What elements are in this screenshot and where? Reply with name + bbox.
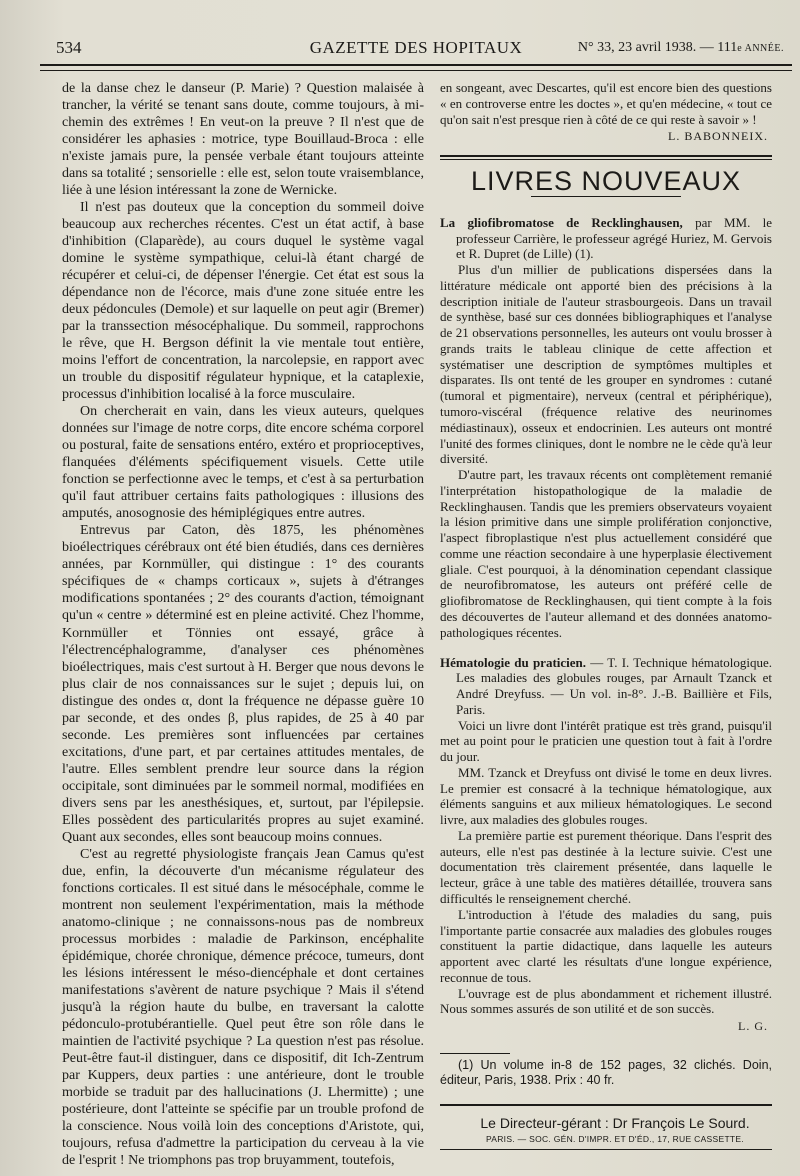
issue-info (578, 40, 784, 56)
article-paragraph: C'est au regretté physiologiste français Jean Camus qu'est due, enfin, la découverte d'un mécanisme régulateur des fonctions corticales. Il est situé dans le mésocéphale, comme le montrent non seulement l'expérimentation, mais la méthode anatomo-clinique ; ne connaissons-nous pas de nombreux processus morbides : maladie de Parkinson, encéphalite épidémique, chorée chronique, démence précoce, tumeurs, dont les lésions intéressent le méso-diencéphale et dont certaines manifestations s'avèrent de nature psychique ? Mais il s'étend jusqu'à la région haute du bulbe, en traversant la calotte pédonculo-protubérantielle. Quel peut être son rôle dans le maintien de l'activité psychique ? La question n'est pas résolue. Peut-être faut-il distinguer, dans ce dispositif, dit Ich-Zentrum par Kuppers, deux parties : une antérieure, dont le trouble morbide se traduit par des hallucinations (J. Lhermitte) ; une postérieure, dont l'atteinte se spécifie par un trouble profond de la conscience. Nous voilà loin des conceptions d'Aristote, qui, toujours, refusa d'admettre la participation du cerveau à la vie de l'esprit ! Ne triomphons pas trop bruyamment, toutefois, (62, 845, 424, 1168)
article-signature: L. BABONNEIX. (668, 129, 768, 144)
review-title: La gliofibromatose de Recklinghausen, (440, 214, 683, 230)
review-paragraph: Plus d'un millier de publications dispersées dans la littérature médicale ont apporté bien des précisions à la description initiale de l'auteur strasbourgeois. Dans un travail de synthèse, basé sur ces données bibliographiques et l'analyse de 21 observations personnelles, les auteurs ont voulu brosser à grands traits le tableau clinique de cette affection et systématiser une description de symptômes multiples et disparates. Ils ont tenté de les grouper en syndromes : cutané (tumoral et pigmentaire), nerveux (central et périphérique), tumoro-viscéral (fréquence relative des neurinomes médiastinaux), osseux et endocrinien. Les auteurs ont montré l'unité des formes cliniques, dont le nombre ne le cède qu'à leur diversité. (440, 262, 772, 467)
left-column (62, 80, 424, 1169)
spacer (440, 641, 772, 655)
review-heading (440, 215, 772, 262)
issue-suffix: e ANNÉE. (737, 43, 784, 54)
right-column (440, 80, 772, 1150)
review-title: Hématologie du praticien. (440, 654, 587, 670)
review-authors: — T. I. Technique hématologique. Les maladies des globules rouges, par Arnault Tzanck et André Dreyfuss. — Un vol. in-8°. J.-B. Baillière et Fils, Paris. (456, 654, 772, 717)
article-paragraph: Il n'est pas douteux que la conception du sommeil doive beaucoup aux recherches récentes. C'est un état actif, à base d'inhibition (Claparède), au cours duquel le système vagal domine le système sympathique, celui-là étant chargé de récupérer et celui-ci, de dépenser l'énergie. Cet état est sous la dépendance non de l'écorce, mais d'une zone située entre les deux pédoncules (Demole) et sur laquelle on peut agir (Bremer) par la transsection mésocéphalique. Du sommeil, rapprochons le rêve, que H. Bergson définit la vie mentale tout entière, moins l'effort de concentration, la narcolepsie, en rapport avec un trouble du dispositif régulateur hypnique, et la cataplexie, processus d'inhibition localisé à la force musculaire. (62, 199, 424, 403)
header-rule (40, 70, 792, 71)
article-paragraph: Entrevus par Caton, dès 1875, les phénomènes bioélectriques cérébraux ont été bien étudiés, dans ces dernières années, par Kornmüller, qui distingue : 1° des courants spécifiques de « champs corticaux », sujets à d'étranges modifications spontanées ; 2° des courants d'action, témoignant qu'un « centre » déterminé est en pleine activité. Chez l'homme, Kornmüller et Tönnies ont essayé, grâce à l'électrencéphalogramme, d'analyser ces phénomènes bioélectriques, mais c'est surtout à H. Berger que nous devons le plus clair de nos connaissances sur le sujet ; depuis lui, on distingue des ondes α, dont la fréquence ne dépasse guère 10 par seconde, et des ondes β, plus rapides, de 25 à 40 par seconde. Les premières sont influencées par certaines excitations, d'une part, et par certaines attitudes mentales, de l'autre. Elles semblent prendre leur source dans la région occipitale, sont diminuées par le sommeil normal, modifiées en divers sens par les anesthésiques, et, surtout, par l'épilepsie. Elles possèdent des particularités propres au sujet examiné. Quant aux secondes, elles sont beaucoup moins connues. (62, 522, 424, 845)
printer-line: PARIS. — SOC. GÉN. D'IMPR. ET D'ÉD., 17, RUE CASSETTE. (485, 1133, 745, 1144)
imprint-box (440, 1104, 772, 1151)
review-paragraph: La première partie est purement théorique. Dans l'esprit des auteurs, elle n'est pas destinée à la lecture suivie. C'est une documentation très clairement présentée, dans laquelle le lecteur, grâce à une table des matières détaillée, trouvera sans difficultés le renseignement cherché. (440, 827, 772, 906)
journal-title: GAZETTE DES HOPITAUX (309, 38, 523, 57)
review-authors: par MM. le professeur Carrière, le professeur agrégé Huriez, M. Gervois et R. Dupret (de Lille) (1). (456, 214, 772, 262)
footnote-rule (440, 1053, 510, 1054)
footnote: (1) Un volume in-8 de 152 pages, 32 clichés. Doin, éditeur, Paris, 1938. Prix : 40 fr. (440, 1057, 772, 1087)
review-paragraph: D'autre part, les travaux récents ont complètement remanié l'interprétation histopathologique de la maladie de Recklinghausen. Tandis que les premiers observateurs voyaient la lésion primitive dans une simple prolifération conjonctive, l'aspect fibroplastique n'est plus actuellement considéré que comme une réaction secondaire à une hyperplasie électivement gliale. C'est pourquoi, à la dénomination cependant classique de neurofibromatose, les auteurs ont préféré celle de gliofibromatose de Recklinghausen, qui tient compte à la fois des découvertes de l'auteur allemand et des données anatomo-pathologiques récentes. (440, 467, 772, 640)
issue-main: N° 33, 23 avril 1938. — 111 (577, 40, 738, 55)
review-heading (440, 655, 772, 718)
review-paragraph: L'introduction à l'étude des maladies du sang, puis l'importante partie consacrée aux maladies des globules rouges constituent la partie didactique, dans laquelle les auteurs apportent avec clarté les résultats d'une longue expérience, reconnue de tous. (440, 906, 772, 985)
article-paragraph: en songeant, avec Descartes, qu'il est encore bien des questions « en controverse entre les doctes », et qu'en médecine, « tout ce qu'on sait n'est presque rien à côté de ce qui reste à savoir » ! (440, 80, 772, 127)
section-divider (440, 155, 772, 160)
review-paragraph: L'ouvrage est de plus abondamment et richement illustré. Nous sommes assurés de son utilité et de son succès. (440, 985, 772, 1017)
page-header (40, 34, 792, 66)
section-title: LIVRES NOUVEAUX (470, 166, 742, 197)
article-paragraph: de la danse chez le danseur (P. Marie) ? Question malaisée à trancher, la vérité se tenant sans doute, comme toujours, à mi-chemin des extrêmes ! En veut-on la preuve ? Il n'est que de considérer les aphasies : motrice, type Bouillaud-Broca : elle n'existe jamais pure, la pensée verbale étant toujours atteinte dans sa totalité ; sensorielle : elle est, selon toute vraisemblance, liée à une lésion intéressant la zone de Wernicke. (62, 80, 424, 199)
review-signature: L. G. (738, 1019, 768, 1034)
review-paragraph: Voici un livre dont l'intérêt pratique est très grand, puisqu'il met au point pour le praticien une question tout à fait à l'ordre du jour. (440, 717, 772, 765)
article-paragraph: On chercherait en vain, dans les vieux auteurs, quelques données sur l'image de notre corps, dite encore schéma corporel ou postural, faite de sensations entéro, extéro et proprioceptives, flanquées d'éléments spécifiquement visuels. Cette utile fonction se perfectionne avec le temps, et c'est à sa perturbation qu'il faut attribuer certains faits pathologiques : illusions des amputés, anosognosie des hémiplégiques entre autres. (62, 403, 424, 522)
page-number: 534 (56, 38, 82, 57)
review-paragraph: MM. Tzanck et Dreyfuss ont divisé le tome en deux livres. Le premier est consacré à la technique hématologique, aux éléments sanguins et aux milieux hématologiques. Le second livre, aux maladies des globules rouges. (440, 764, 772, 828)
director-manager-line: Le Directeur-gérant : Dr François Le Sourd. (480, 1114, 750, 1131)
